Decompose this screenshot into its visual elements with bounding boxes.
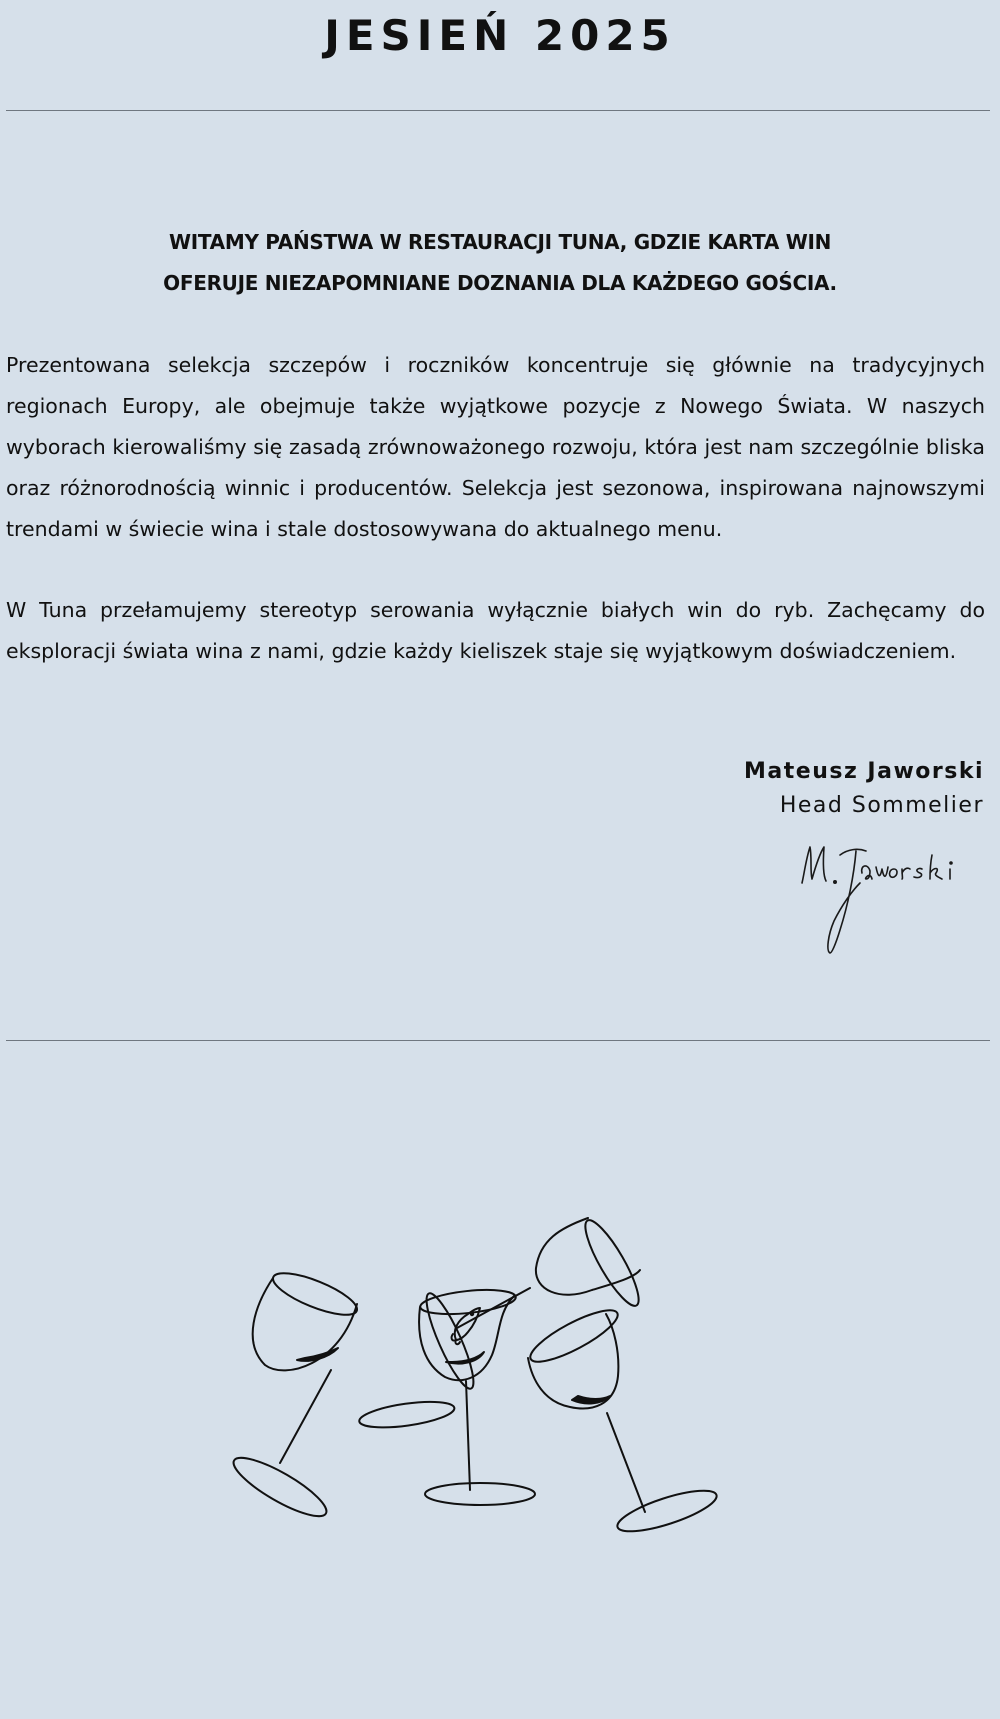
intro-paragraph-2: W Tuna przełamujemy stereotyp serowania wyłącznie białych win do ryb. Zachęcamy do eksploracji świata wina z nami, gdzie każdy kieliszek staje się wyjątkowym doświadczeniem. [6, 598, 985, 663]
wine-glass-right-icon [525, 1302, 720, 1540]
welcome-line-2: OFERUJE NIEZAPOMNIANE DOZNANIA DLA KAŻDEGO GOŚCIA. [163, 271, 837, 295]
wine-glass-top-icon [419, 1215, 647, 1393]
wine-glass-center-icon [358, 1380, 456, 1432]
welcome-heading [0, 222, 1000, 304]
sommelier-role: Head Sommelier [779, 793, 984, 818]
top-divider [6, 110, 990, 111]
bottom-divider [6, 1040, 990, 1041]
welcome-line-1: WITAMY PAŃSTWA W RESTAURACJI TUNA, GDZIE KARTA WIN [168, 230, 832, 254]
wine-glasses-toast-icon [220, 1180, 720, 1610]
page-title: JESIEŃ 2025 [324, 11, 676, 60]
wine-glass-center-body-icon [419, 1286, 535, 1505]
signature-block [744, 755, 984, 823]
intro-paragraph-1: Prezentowana selekcja szczepów i roczników koncentruje się głównie na tradycyjnych regionach Europy, ale obejmuje także wyjątkowe pozycje z Nowego Świata. W naszych wyborach kierowaliśmy się zasadą zrównoważonego rozwoju, która jest nam szczególnie bliska oraz różnorodnością winnic i producentów. Selekcja jest sezonowa, inspirowana najnowszymi trendami w świecie wina i stale dostosowywana do aktualnego menu. [6, 353, 985, 541]
handwritten-signature [790, 835, 990, 960]
wine-glass-left-icon [227, 1265, 361, 1526]
sommelier-name: Mateusz Jaworski [744, 759, 984, 784]
